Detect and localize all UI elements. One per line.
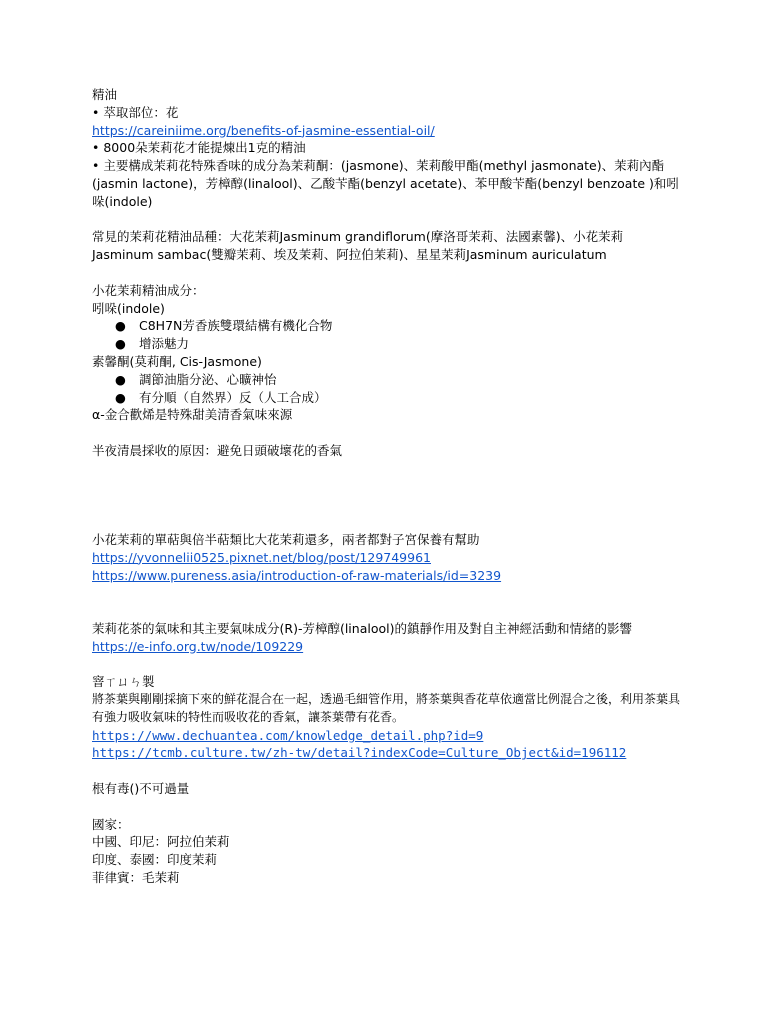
scenting-paragraph: 將茶葉與剛剛採摘下來的鮮花混合在一起，透過毛細管作用，將茶葉與香花草依適當比例混合之後，利用茶葉具有強力吸收氣味的特性而吸收花的香氣，讓茶葉帶有花香。 (92, 692, 681, 724)
list-item: ● 增添魅力 (115, 336, 190, 352)
list-item: ● 調節油脂分泌、心曠神怡 (115, 371, 277, 387)
indole-label: 吲哚(indole) (92, 300, 165, 316)
alpha-farnesene-line: α-金合歡烯是特殊甜美清香氣味來源 (92, 407, 293, 423)
pixnet-link[interactable]: https://yvonnelii0525.pixnet.net/blog/post/129749961 (92, 549, 431, 565)
monoterpene-paragraph: 小花茉莉的單萜與倍半萜類比大花茉莉還多，兩者都對子宮保養有幫助 (92, 531, 480, 547)
harvest-reason: 半夜清晨採收的原因：避免日頭破壞花的香氣 (92, 442, 343, 458)
document-body (92, 86, 682, 887)
country-item: 菲律賓：毛茉莉 (92, 870, 180, 886)
root-warning: 根有毒()不可過量 (92, 781, 190, 797)
pureness-link[interactable]: https://www.pureness.asia/introduction-of-raw-materials/id=3239 (92, 567, 502, 583)
components-bullet: • 主要構成茉莉花特殊香味的成分為茉莉酮：(jasmone)、茉莉酸甲酯(methyl jasmonate)、茉莉內酯(jasmin lactone)，芳樟醇(linalool)、乙酸苄酯(benzyl acetate)、苯甲酸苄酯(benzyl benzoate )和吲哚(indole) (92, 158, 679, 209)
part-used-bullet: • 萃取部位：花 (92, 104, 179, 120)
small-jasmine-heading: 小花茉莉精油成分： (92, 282, 205, 298)
varieties-paragraph: 常見的茉莉花精油品種：大花茉莉Jasminum grandiflorum(摩洛哥茉莉、法國素馨)、小花茉莉Jasminum sambac(雙瓣茉莉、埃及茉莉、阿拉伯茉莉)、星星茉莉Jasminum auriculatum (92, 229, 624, 263)
essential-oil-heading: 精油 (92, 87, 118, 102)
country-item: 印度、泰國：印度茉莉 (92, 852, 218, 868)
list-item: ● 有分順（自然界）反（人工合成） (115, 389, 327, 405)
cis-jasmone-label: 素馨酮(莫莉酮, Cis-Jasmone) (92, 353, 262, 369)
scenting-heading: 窨ㄒㄩㄣ製 (92, 674, 155, 690)
tcmb-link[interactable]: https://tcmb.culture.tw/zh-tw/detail?indexCode=Culture_Object&id=196112 (92, 745, 627, 761)
dechuantea-link[interactable]: https://www.dechuantea.com/knowledge_detail.php?id=9 (92, 727, 484, 743)
careiniime-link[interactable]: https://careiniime.org/benefits-of-jasmine-essential-oil/ (92, 122, 435, 138)
countries-heading: 國家： (92, 816, 130, 832)
yield-bullet: • 8000朵茉莉花才能提煉出1克的精油 (92, 140, 306, 156)
e-info-link[interactable]: https://e-info.org.tw/node/109229 (92, 638, 304, 654)
country-item: 中國、印尼：阿拉伯茉莉 (92, 834, 230, 850)
list-item: ● C8H7N芳香族雙環結構有機化合物 (115, 318, 333, 334)
tea-study-paragraph: 茉莉花茶的氣味和其主要氣味成分(R)-芳樟醇(linalool)的鎮靜作用及對自主神經活動和情緒的影響 (92, 620, 632, 636)
